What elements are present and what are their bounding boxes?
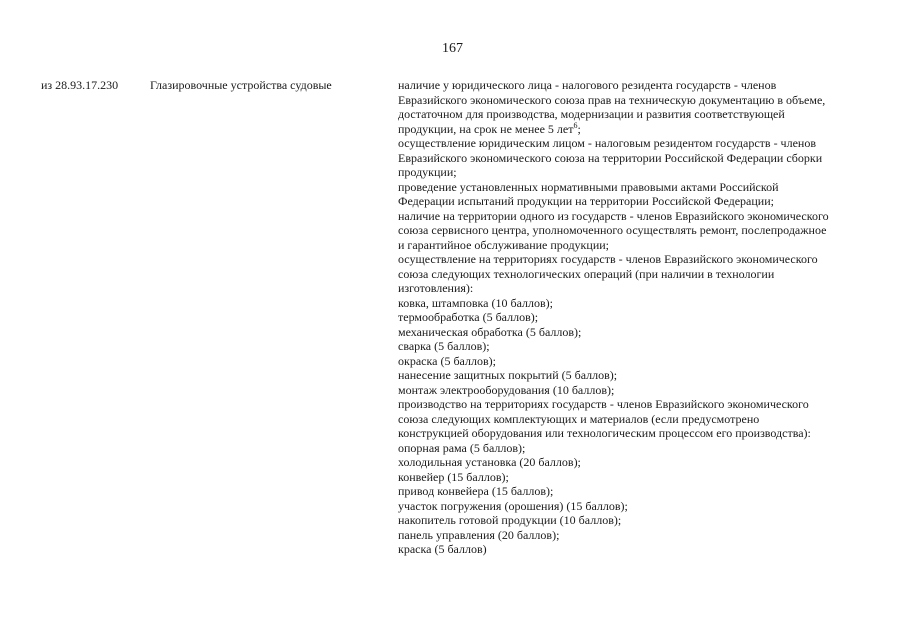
requirement-line: изготовления): (398, 281, 474, 295)
requirement-line: осуществление юридическим лицом - налоговым резидентом государств - членов (398, 136, 816, 150)
page-number: 167 (442, 41, 463, 56)
requirements-list (398, 78, 878, 557)
requirement-line: термообработка (5 баллов); (398, 310, 539, 324)
requirement-line: наличие у юридического лица - налогового резидента государств - членов (398, 78, 777, 92)
requirement-line: панель управления (20 баллов); (398, 527, 560, 542)
product-code: из 28.93.17.230 (41, 78, 119, 92)
requirement-line: производство на территориях государств - членов Евразийского экономического (398, 397, 809, 411)
requirement-line: Евразийского экономического союза на территории Российской Федерации сборки (398, 150, 823, 165)
requirement-line: наличие на территории одного из государств - членов Евразийского экономического (398, 208, 829, 223)
requirement-line: опорная рама (5 баллов); (398, 440, 526, 455)
requirement-line: ковка, штамповка (10 баллов); (398, 295, 553, 310)
requirement-line: союза следующих комплектующих и материалов (если предусмотрено (398, 411, 760, 426)
requirement-line: участок погружения (орошения) (15 баллов); (398, 498, 628, 513)
requirement-line: нанесение защитных покрытий (5 баллов); (398, 368, 618, 382)
requirement-line: проведение установленных нормативными правовыми актами Российской (398, 179, 779, 194)
requirement-line: достаточном для производства, модернизации и развития соответствующей (398, 107, 785, 121)
requirement-line: холодильная установка (20 баллов); (398, 455, 581, 469)
requirement-line: продукции; (398, 165, 457, 179)
requirement-line: механическая обработка (5 баллов); (398, 324, 582, 339)
line-suffix: ; (577, 121, 581, 136)
requirement-line: привод конвейера (15 баллов); (398, 484, 554, 498)
requirement-line: окраска (5 баллов); (398, 353, 496, 368)
requirement-line: осуществление на территориях государств - членов Евразийского экономического (398, 252, 818, 266)
requirement-line: Федерации испытаний продукции на территории Российской Федерации; (398, 194, 774, 208)
product-name: Глазировочные устройства судовые (150, 78, 332, 92)
requirement-line: сварка (5 баллов); (398, 339, 490, 353)
requirement-line: краска (5 баллов) (398, 542, 487, 556)
requirement-line: Евразийского экономического союза прав на техническую документацию в объеме, (398, 92, 826, 107)
requirement-line: монтаж электрооборудования (10 баллов); (398, 382, 615, 397)
requirement-line: конструкцией оборудования или технологическим процессом его производства): (398, 426, 811, 440)
requirement-text: продукции, на срок не менее 5 лет (398, 121, 574, 136)
requirement-line: конвейер (15 баллов); (398, 469, 509, 484)
requirement-line-with-footnote (398, 122, 878, 137)
footnote-mark: 6 (573, 120, 578, 130)
requirement-line: союза следующих технологических операций (при наличии в технологии (398, 266, 775, 281)
requirement-line: и гарантийное обслуживание продукции; (398, 237, 609, 252)
requirement-line: накопитель готовой продукции (10 баллов); (398, 513, 622, 527)
requirement-line: союза сервисного центра, уполномоченного осуществлять ремонт, послепродажное (398, 223, 827, 237)
